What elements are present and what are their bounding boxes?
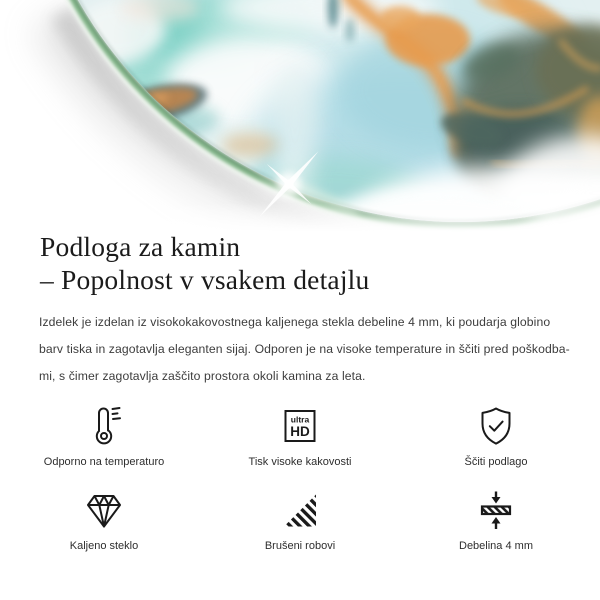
heading-line-2: – Popolnost v vsakem detajlu [40, 264, 370, 295]
thermometer-icon [82, 404, 126, 448]
polished-edges-icon [278, 488, 322, 532]
heading-line-1: Podloga za kamin [40, 231, 241, 262]
feature-item-temperature [6, 404, 202, 469]
product-description [39, 309, 570, 389]
feature-item-tempered-glass [6, 488, 202, 553]
feature-label: Brušeni robovi [264, 540, 336, 552]
photo-bottom-fade [0, 203, 600, 232]
feature-item-polished-edges [202, 488, 398, 553]
glass-panel-art [0, 0, 600, 232]
feature-grid [6, 404, 594, 553]
svg-text:ultra: ultra [290, 414, 310, 425]
shield-check-icon [474, 404, 518, 448]
description-line-2: barv tiska in zagotavlja eleganten sijaj. Odporen je na visoke temperature in ščiti pred poškodba- [39, 341, 570, 356]
section-heading [40, 230, 369, 296]
feature-item-thickness [398, 488, 594, 553]
thickness-icon [474, 488, 518, 532]
feature-label: Odporno na temperaturo [43, 456, 165, 468]
description-line-1: Izdelek je izdelan iz visokokakovostnega kaljenega stekla debeline 4 mm, ki poudarja globino [39, 315, 551, 329]
svg-text:HD: HD [290, 424, 310, 439]
feature-label: Debelina 4 mm [459, 540, 533, 552]
feature-item-protects [398, 404, 594, 469]
diamond-icon [82, 488, 126, 532]
feature-item-print-quality [202, 404, 398, 469]
feature-label: Ščiti podlago [464, 456, 528, 468]
ultra-hd-icon [278, 404, 322, 448]
description-line-3: mi, s čimer zagotavlja zaščito prostora okoli kamina za leta. [39, 368, 366, 383]
feature-label: Kaljeno steklo [69, 540, 139, 552]
feature-label: Tisk visoke kakovosti [248, 456, 352, 468]
product-photo [0, 0, 600, 232]
